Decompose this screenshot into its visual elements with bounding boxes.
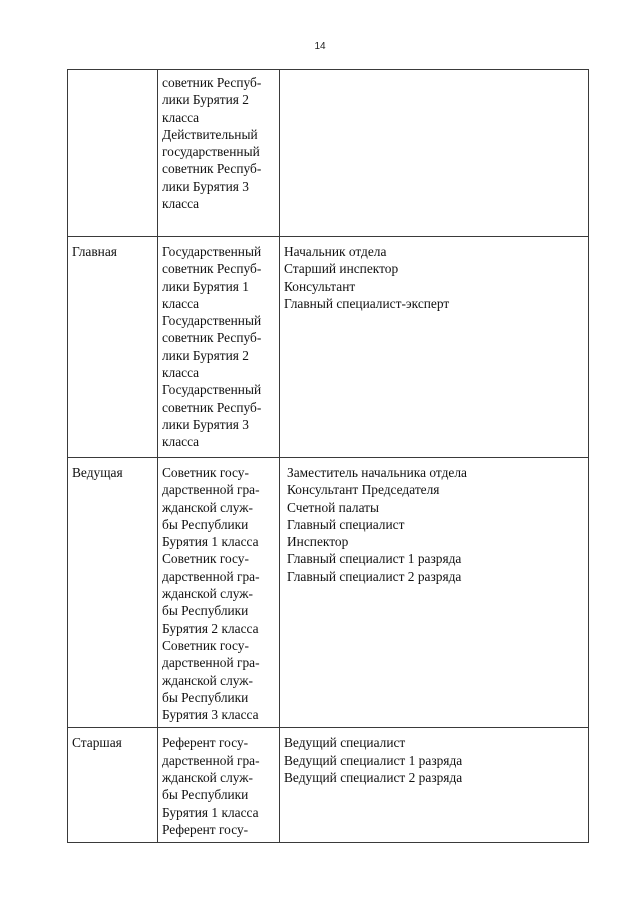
rank-line: дарственной гра- xyxy=(162,655,260,671)
rank-line: жданской служ- xyxy=(162,672,254,688)
group-cell xyxy=(68,458,158,728)
rank-line: жданской служ- xyxy=(162,499,254,515)
rank-line: бы Республики xyxy=(162,603,249,619)
rank-line: советник Респуб- xyxy=(162,261,262,277)
group-cell xyxy=(68,237,158,458)
positions-cell xyxy=(280,237,589,458)
rank-line: Бурятия 1 класса xyxy=(162,534,259,550)
ranks-cell xyxy=(158,237,280,458)
rank-line: дарственной гра- xyxy=(162,568,260,584)
rank-line: жданской служ- xyxy=(162,770,254,786)
group-label: Старшая xyxy=(72,735,122,751)
rank-line: государственный xyxy=(162,144,260,160)
rank-line: дарственной гра- xyxy=(162,482,260,498)
ranks-cell xyxy=(158,728,280,843)
position-line: Консультант xyxy=(284,278,356,294)
position-line: Главный специалист-эксперт xyxy=(284,295,450,311)
rank-line: советник Респуб- xyxy=(162,75,262,90)
rank-line: советник Респуб- xyxy=(162,399,262,415)
rank-line: Государственный xyxy=(162,313,262,329)
rank-line: лики Бурятия 3 xyxy=(162,416,249,432)
rank-line: Советник госу- xyxy=(162,637,249,653)
positions-cell xyxy=(280,728,589,843)
rank-line: Референт госу- xyxy=(162,821,249,837)
position-line: Инспектор xyxy=(287,534,349,550)
position-line: Главный специалист xyxy=(287,516,405,532)
table-row xyxy=(68,728,589,843)
ranks-cell xyxy=(158,458,280,728)
position-line: Главный специалист 1 разряда xyxy=(287,551,462,567)
rank-line: лики Бурятия 2 xyxy=(162,347,249,363)
page-number: 14 xyxy=(314,41,326,52)
ranks-cell xyxy=(158,70,280,237)
rank-line: Советник госу- xyxy=(162,465,249,480)
rank-line: класса xyxy=(162,434,200,450)
rank-line: Бурятия 2 класса xyxy=(162,620,259,636)
positions-cell xyxy=(280,458,589,728)
rank-line: Бурятия 3 класса xyxy=(162,707,259,723)
table-row xyxy=(68,70,589,237)
rank-line: бы Республики xyxy=(162,516,249,532)
position-line: Старший инспектор xyxy=(284,261,399,277)
position-line: Заместитель начальника отдела xyxy=(287,465,467,480)
table-row xyxy=(68,458,589,728)
group-cell xyxy=(68,70,158,237)
rank-line: Действительный xyxy=(162,126,258,142)
rank-line: Государственный xyxy=(162,382,262,398)
table-row xyxy=(68,237,589,458)
rank-line: Референт госу- xyxy=(162,735,249,751)
positions-cell xyxy=(280,70,589,237)
position-line: Консультант Председателя xyxy=(287,482,440,498)
rank-line: класса xyxy=(162,365,200,381)
rank-line: класса xyxy=(162,109,200,125)
group-label: Ведущая xyxy=(72,465,123,480)
rank-line: класса xyxy=(162,196,200,212)
rank-line: класса xyxy=(162,295,200,311)
civil-service-grades-table xyxy=(67,69,589,843)
rank-line: Бурятия 1 класса xyxy=(162,804,259,820)
position-line: Ведущий специалист 1 разряда xyxy=(284,752,463,768)
group-cell xyxy=(68,728,158,843)
rank-line: Советник госу- xyxy=(162,551,249,567)
position-line: Счетной палаты xyxy=(287,499,380,515)
position-line: Ведущий специалист xyxy=(284,735,406,751)
rank-line: бы Республики xyxy=(162,689,249,705)
rank-line: лики Бурятия 1 xyxy=(162,278,249,294)
rank-line: лики Бурятия 3 xyxy=(162,178,249,194)
position-line: Начальник отдела xyxy=(284,244,387,259)
position-line: Главный специалист 2 разряда xyxy=(287,568,462,584)
rank-line: дарственной гра- xyxy=(162,752,260,768)
rank-line: бы Республики xyxy=(162,787,249,803)
group-label: Главная xyxy=(72,244,117,259)
rank-line: Государственный xyxy=(162,244,262,259)
position-line: Ведущий специалист 2 разряда xyxy=(284,770,463,786)
rank-line: жданской служ- xyxy=(162,586,254,602)
rank-line: советник Респуб- xyxy=(162,161,262,177)
rank-line: советник Респуб- xyxy=(162,330,262,346)
rank-line: лики Бурятия 2 xyxy=(162,92,249,108)
